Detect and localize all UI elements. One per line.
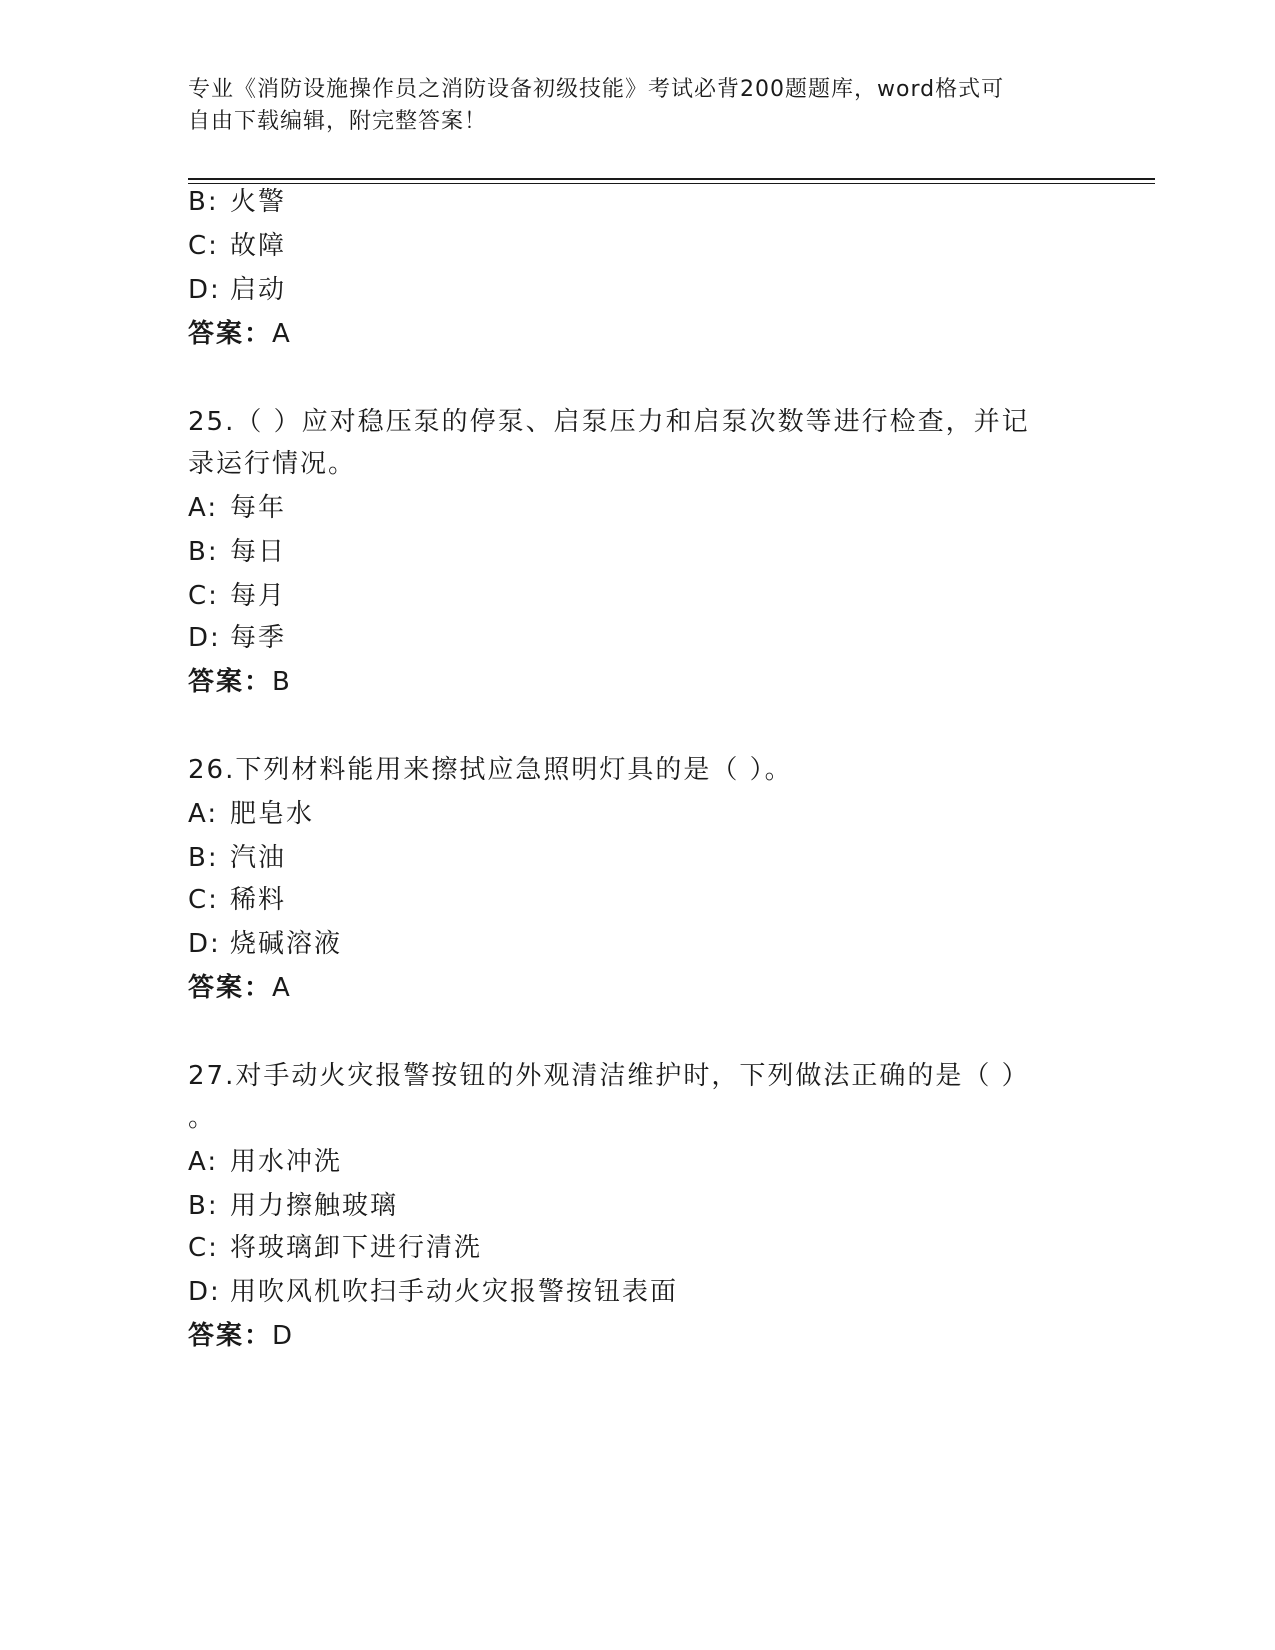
option-text: 汽油 bbox=[230, 843, 287, 873]
option-letter: A: bbox=[188, 493, 219, 523]
option-letter: B: bbox=[188, 537, 219, 567]
option-b bbox=[188, 1188, 398, 1224]
option-letter: D: bbox=[188, 275, 221, 305]
answer-label: 答案： bbox=[188, 1321, 273, 1351]
option-d bbox=[188, 620, 286, 656]
answer-line bbox=[188, 664, 292, 700]
answer-value: D bbox=[272, 1321, 295, 1351]
question-26-stem-line-1: 26.下列材料能用来擦拭应急照明灯具的是（ ）。 bbox=[188, 755, 793, 785]
option-letter: D: bbox=[188, 623, 221, 653]
option-a bbox=[188, 490, 286, 526]
option-text: 每月 bbox=[230, 581, 287, 611]
answer-line bbox=[188, 1318, 294, 1354]
answer-value: A bbox=[272, 319, 292, 349]
option-letter: B: bbox=[188, 843, 219, 873]
option-c bbox=[188, 228, 286, 264]
header-line-2: 自由下载编辑，附完整答案！ bbox=[188, 109, 488, 134]
option-letter: A: bbox=[188, 799, 219, 829]
option-d bbox=[188, 926, 342, 962]
option-c bbox=[188, 1230, 482, 1266]
option-letter: B: bbox=[188, 1191, 219, 1221]
option-b bbox=[188, 534, 286, 570]
answer-line bbox=[188, 970, 292, 1006]
header-divider-thick bbox=[188, 178, 1155, 180]
question-27-stem-line-2: 。 bbox=[188, 1103, 217, 1133]
option-d bbox=[188, 1274, 678, 1310]
option-a bbox=[188, 796, 314, 832]
header-divider-thin bbox=[188, 183, 1155, 184]
option-letter: D: bbox=[188, 929, 221, 959]
question-27-stem-line-1: 27.对手动火灾报警按钮的外观清洁维护时，下列做法正确的是（ ） bbox=[188, 1061, 1030, 1091]
option-text: 用水冲洗 bbox=[230, 1147, 343, 1177]
option-letter: C: bbox=[188, 885, 219, 915]
answer-value: A bbox=[272, 973, 292, 1003]
option-text: 烧碱溶液 bbox=[230, 929, 343, 959]
option-text: 用吹风机吹扫手动火灾报警按钮表面 bbox=[230, 1277, 679, 1307]
option-letter: C: bbox=[188, 581, 219, 611]
option-c bbox=[188, 578, 286, 614]
option-letter: C: bbox=[188, 231, 219, 261]
option-text: 故障 bbox=[230, 231, 287, 261]
option-text: 启动 bbox=[230, 275, 287, 305]
option-text: 每季 bbox=[230, 623, 287, 653]
answer-label: 答案： bbox=[188, 667, 273, 697]
option-a bbox=[188, 1144, 342, 1180]
option-text: 稀料 bbox=[230, 885, 287, 915]
option-text: 肥皂水 bbox=[230, 799, 315, 829]
answer-line bbox=[188, 316, 292, 352]
header-line-1: 专业《消防设施操作员之消防设备初级技能》考试必背200题题库，word格式可 bbox=[188, 77, 1005, 102]
option-b bbox=[188, 184, 286, 220]
option-b bbox=[188, 840, 286, 876]
option-d bbox=[188, 272, 286, 308]
option-text: 火警 bbox=[230, 187, 287, 217]
document-header bbox=[188, 74, 1068, 138]
option-letter: C: bbox=[188, 1233, 219, 1263]
answer-label: 答案： bbox=[188, 973, 273, 1003]
option-letter: B: bbox=[188, 187, 219, 217]
option-c bbox=[188, 882, 286, 918]
option-letter: A: bbox=[188, 1147, 219, 1177]
option-text: 每年 bbox=[230, 493, 287, 523]
question-25-stem-line-2: 录运行情况。 bbox=[188, 449, 357, 479]
option-text: 将玻璃卸下进行清洗 bbox=[230, 1233, 483, 1263]
answer-label: 答案： bbox=[188, 319, 273, 349]
answer-value: B bbox=[272, 667, 292, 697]
question-25-stem-line-1: 25.（ ）应对稳压泵的停泵、启泵压力和启泵次数等进行检查，并记 bbox=[188, 407, 1030, 437]
option-text: 每日 bbox=[230, 537, 287, 567]
option-letter: D: bbox=[188, 1277, 221, 1307]
option-text: 用力擦触玻璃 bbox=[230, 1191, 399, 1221]
